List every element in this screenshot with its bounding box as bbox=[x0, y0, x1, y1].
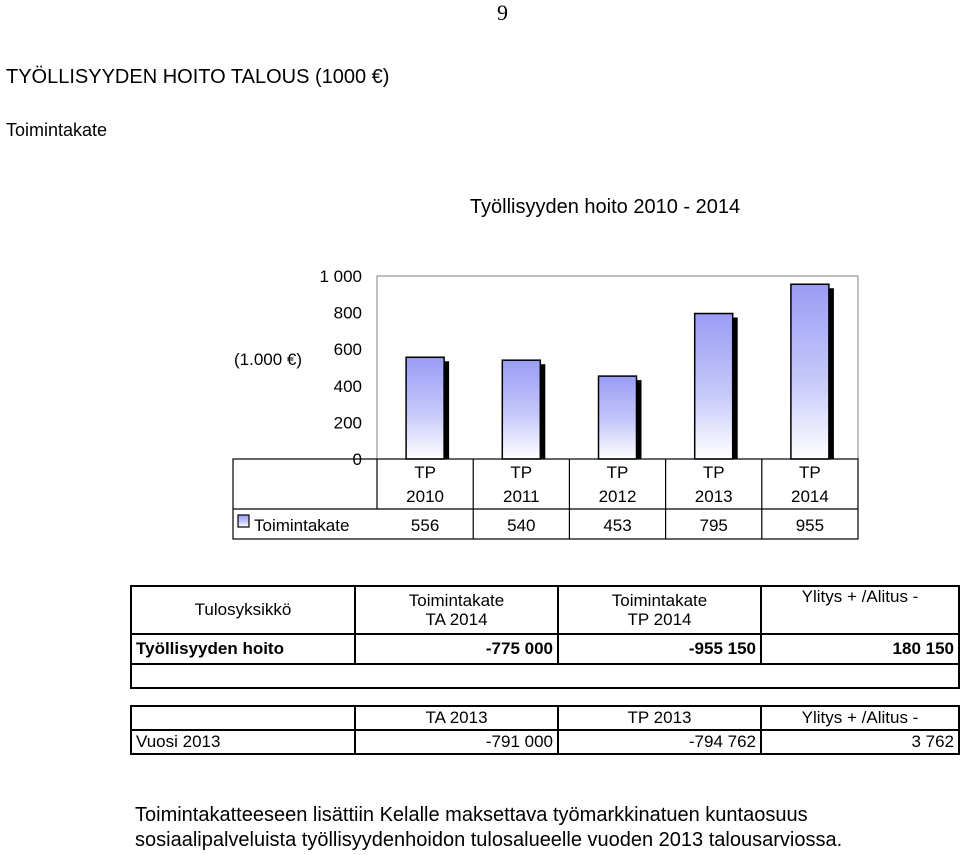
bar bbox=[695, 314, 733, 459]
row-year-name: Vuosi 2013 bbox=[131, 730, 355, 754]
row-tp2014: -955 150 bbox=[558, 634, 761, 664]
data-value-label: 795 bbox=[699, 516, 728, 535]
header-tp2014 bbox=[558, 586, 761, 634]
bar bbox=[502, 360, 540, 459]
header-tp2014-line2: TP 2014 bbox=[627, 610, 692, 629]
y-tick-label: 200 bbox=[333, 413, 362, 433]
y-tick-label: 600 bbox=[333, 340, 362, 360]
row-diff-2013: 3 762 bbox=[761, 730, 959, 754]
row-ta2013: -791 000 bbox=[355, 730, 558, 754]
x-category-year: 2012 bbox=[598, 487, 637, 506]
row-diff: 180 150 bbox=[761, 634, 959, 664]
section-subtitle: Toimintakate bbox=[6, 120, 108, 140]
header-ta2014 bbox=[355, 586, 558, 634]
header-tp2014-line1: Toimintakate bbox=[611, 591, 708, 610]
x-category-label: TP bbox=[510, 463, 533, 482]
x-category-label: TP bbox=[606, 463, 629, 482]
row-tp2013: -794 762 bbox=[558, 730, 761, 754]
data-value-label: 453 bbox=[603, 516, 632, 535]
y-tick-label: 400 bbox=[333, 376, 362, 396]
header-empty bbox=[131, 706, 355, 730]
row-ta2014: -775 000 bbox=[355, 634, 558, 664]
x-category-year: 2011 bbox=[503, 487, 540, 506]
header-ta2014-line2: TA 2014 bbox=[425, 610, 488, 629]
bar bbox=[599, 376, 637, 459]
header-diff-2013: Ylitys + /Alitus - bbox=[761, 706, 959, 730]
row-unit-name: Työllisyyden hoito bbox=[131, 634, 355, 664]
bar bbox=[791, 284, 829, 459]
y-axis-label: (1.000 €) bbox=[234, 350, 303, 369]
y-tick-label: 1 000 bbox=[319, 267, 362, 286]
budget-table-2013 bbox=[130, 705, 960, 755]
budget-table-2014 bbox=[130, 585, 960, 689]
data-value-label: 556 bbox=[410, 516, 440, 535]
data-value-label: 540 bbox=[507, 516, 536, 535]
x-category-year: 2013 bbox=[694, 487, 733, 506]
x-category-year: 2010 bbox=[406, 487, 445, 506]
header-tp2013: TP 2013 bbox=[558, 706, 761, 730]
data-value-label: 955 bbox=[795, 516, 825, 535]
document-title: TYÖLLISYYDEN HOITO TALOUS (1000 €) bbox=[6, 66, 390, 88]
header-unit: Tulosyksikkö bbox=[131, 586, 355, 634]
page-number: 9 bbox=[497, 0, 508, 25]
x-category-label: TP bbox=[702, 463, 725, 482]
header-diff: Ylitys + /Alitus - bbox=[761, 586, 959, 634]
header-ta2014-line1: Toimintakate bbox=[408, 591, 505, 610]
bar bbox=[406, 357, 444, 459]
header-ta2013: TA 2013 bbox=[355, 706, 558, 730]
y-tick-label: 0 bbox=[352, 450, 362, 469]
y-tick-label: 800 bbox=[333, 303, 362, 323]
empty-row bbox=[131, 664, 959, 688]
chart-title: Työllisyyden hoito 2010 - 2014 bbox=[469, 196, 741, 218]
x-category-label: TP bbox=[414, 463, 436, 482]
legend-key-icon bbox=[238, 515, 249, 527]
x-category-label: TP bbox=[799, 463, 821, 482]
x-category-year: 2014 bbox=[790, 487, 829, 506]
explanatory-note: Toimintakatteeseen lisättiin Kelalle maksettava työmarkkinatuen kuntaosuus sosiaalipalveluista työllisyydenhoidon tulosalueelle vuoden 2013 talousarviossa. bbox=[135, 804, 843, 851]
legend-label: Toimintakate bbox=[254, 516, 350, 535]
